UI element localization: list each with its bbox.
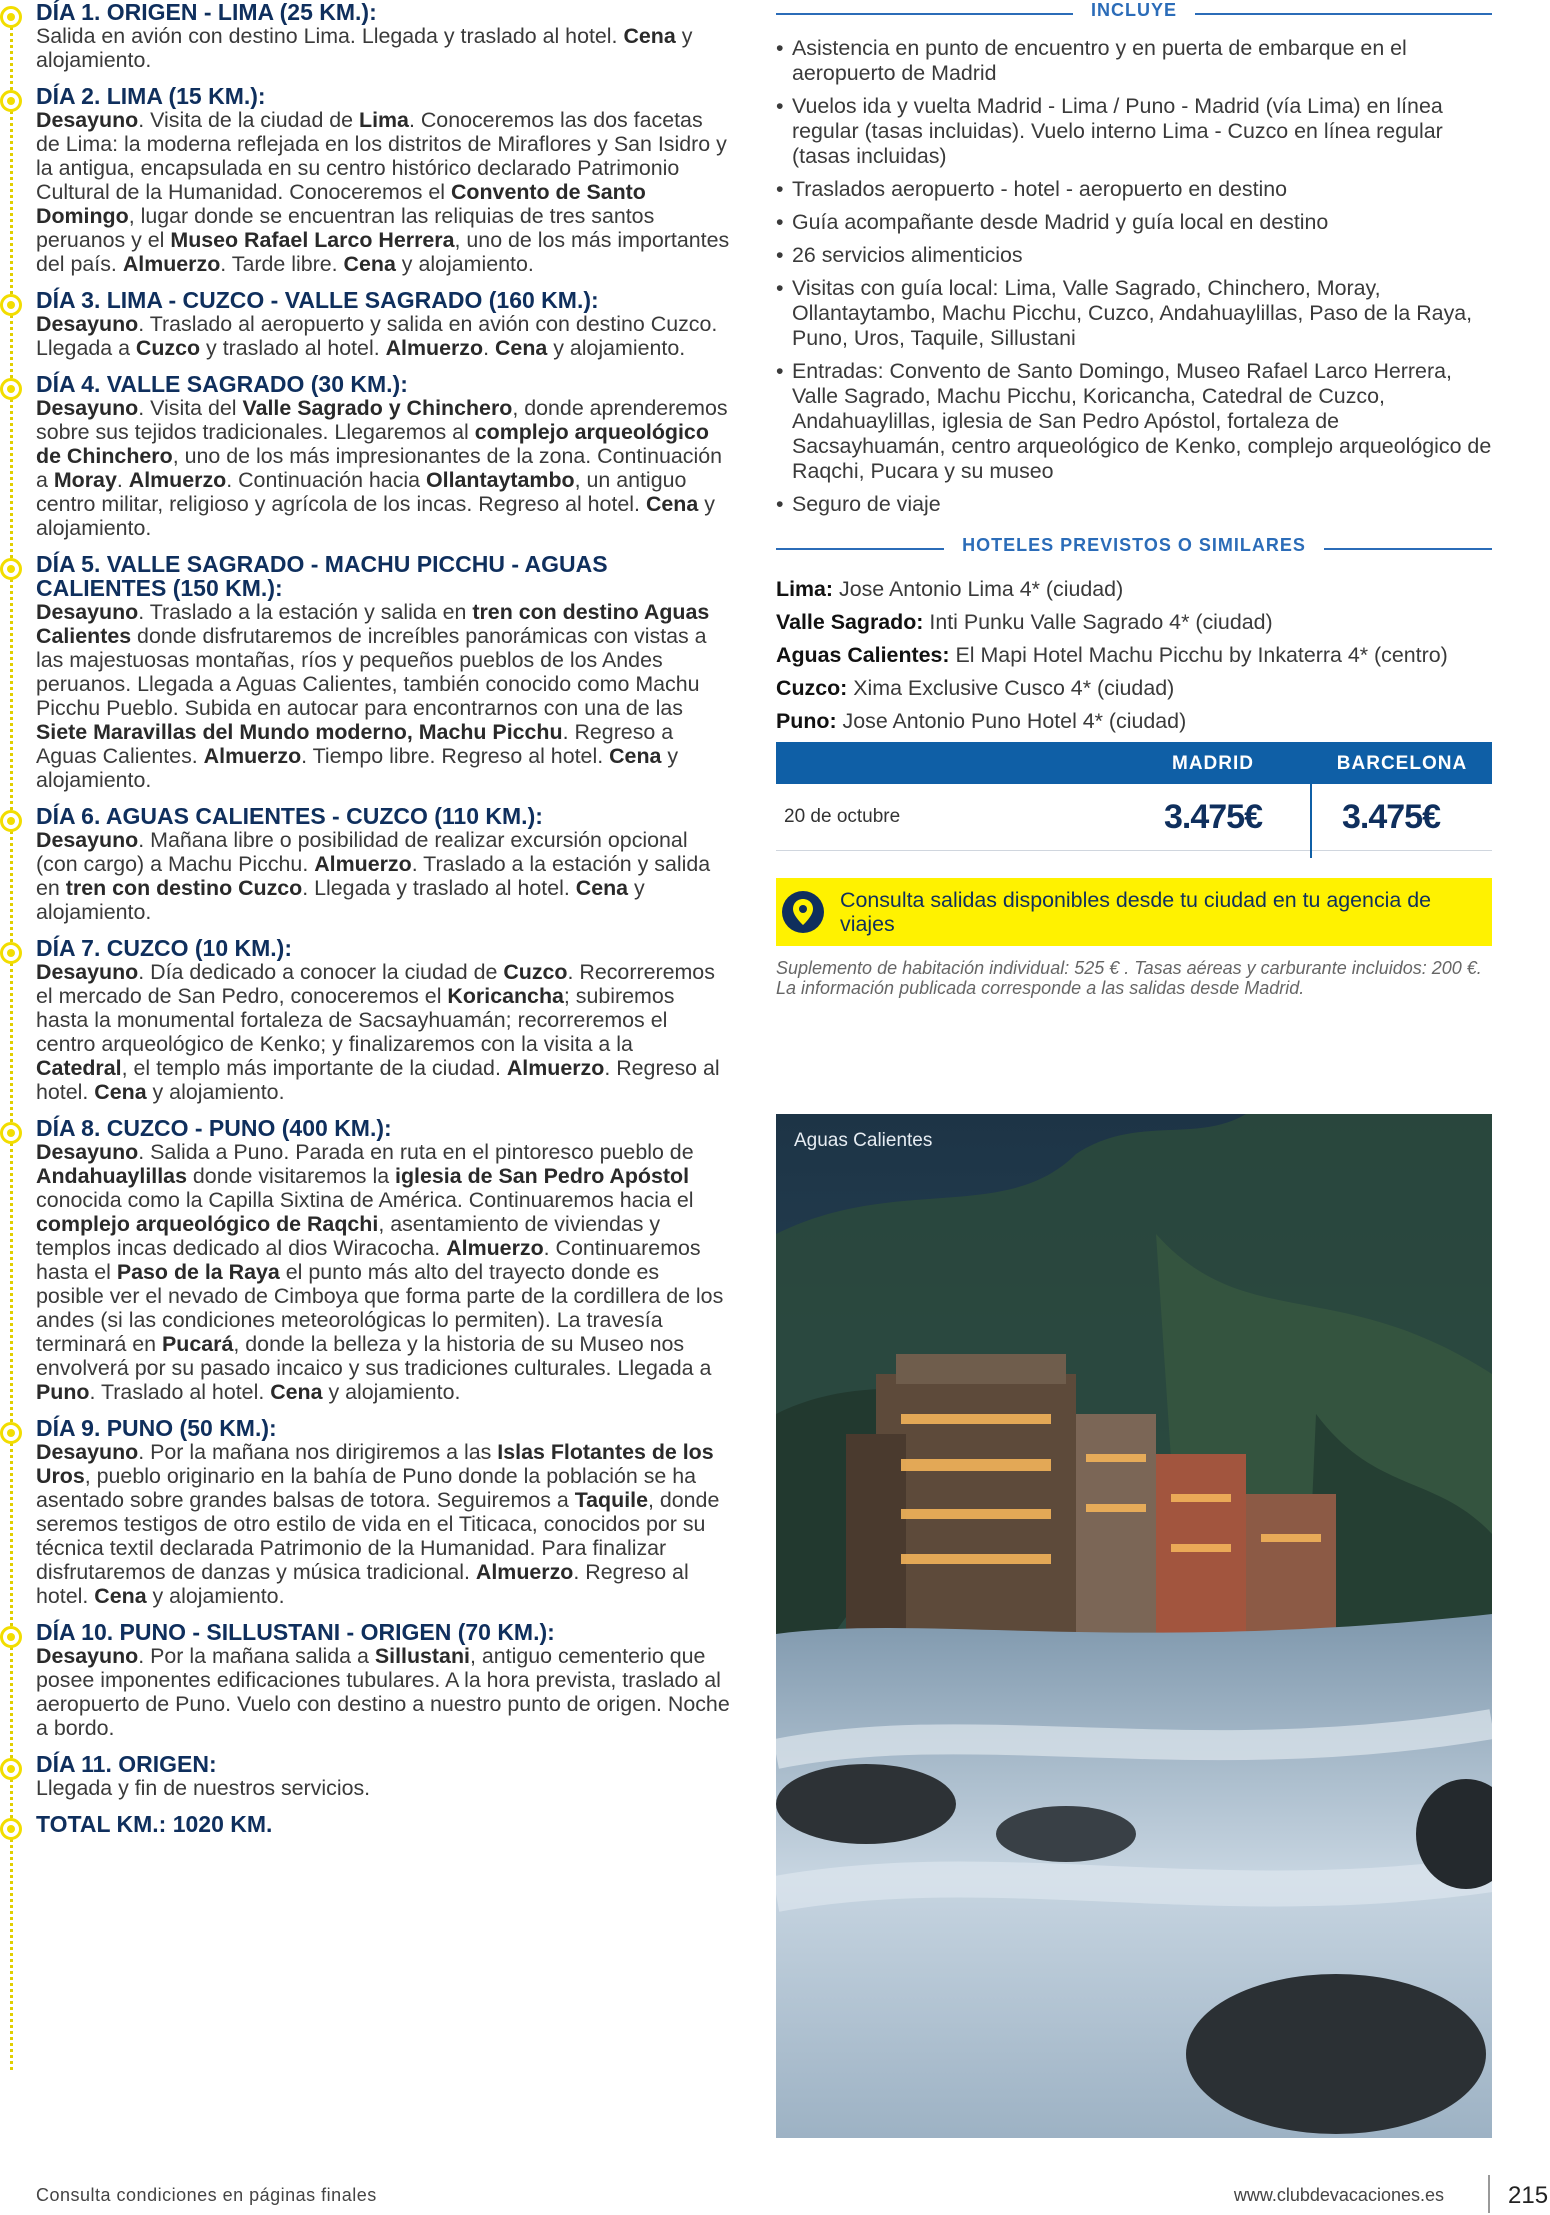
- day-title: DÍA 10. PUNO - SILLUSTANI - ORIGEN (70 KM.):: [36, 1619, 555, 1645]
- day-description: Desayuno. Traslado a la estación y salida en tren con destino Aguas Calientes donde disfrutaremos de increíbles panorámicas con vistas a las majestuosas montañas, ríos y pequeños pueblos de los Andes peruanos. Llegada a Aguas Calientes, también conocido como Machu Picchu Pueblo. Subida en autocar para encontrarnos con una de las Siete Maravillas del Mundo moderno, Machu Picchu. Regreso a Aguas Calientes. Almuerzo. Tiempo libre. Regreso al hotel. Cena y alojamiento.: [36, 600, 710, 792]
- price-divider: [1310, 784, 1312, 858]
- day-description: Salida en avión con destino Lima. Llegada y traslado al hotel. Cena y alojamiento.: [36, 24, 693, 72]
- incluye-heading-label: INCLUYE: [1073, 0, 1195, 20]
- itinerary-day: [0, 372, 730, 540]
- hotel-city: Lima:: [776, 577, 834, 601]
- day-description: Desayuno. Visita de la ciudad de Lima. Conoceremos las dos facetas de Lima: la moderna reflejada en los distritos de Miraflores y San Isidro y la antigua, encapsulada en su centro histórico declarado Patrimonio Cultural de la Humanidad. Conoceremos el Convento de Santo Domingo, lugar donde se encuentran las reliquias de tres santos peruanos y el Museo Rafael Larco Herrera, uno de los más importantes del país. Almuerzo. Tarde libre. Cena y alojamiento.: [36, 108, 730, 276]
- supplement-note: Suplemento de habitación individual: 525 € . Tasas aéreas y carburante incluidos: 200 €. La información publicada corresponde a las salidas desde Madrid.: [776, 958, 1482, 998]
- day-list: [0, 0, 730, 1836]
- day-marker-icon: [0, 1818, 22, 1840]
- price-col-barcelona: BARCELONA: [1336, 753, 1468, 774]
- hotel-name: Inti Punku Valle Sagrado 4* (ciudad): [929, 610, 1273, 634]
- right-column: [776, 0, 1492, 998]
- price-col-madrid: MADRID: [1172, 753, 1254, 774]
- day-marker-icon: [0, 1122, 22, 1144]
- hotel-entry: [776, 643, 1492, 668]
- incluye-item: • Guía acompañante desde Madrid y guía local en destino: [776, 210, 1492, 235]
- photo-caption: Aguas Calientes: [794, 1130, 933, 1151]
- itinerary-day: [0, 84, 730, 276]
- hotel-name: El Mapi Hotel Machu Picchu by Inkaterra 4* (centro): [955, 643, 1448, 667]
- incluye-item: • 26 servicios alimenticios: [776, 243, 1492, 268]
- day-title: DÍA 9. PUNO (50 KM.):: [36, 1415, 277, 1441]
- departure-date: 20 de octubre: [784, 806, 901, 827]
- hotel-name: Xima Exclusive Cusco 4* (ciudad): [853, 676, 1175, 700]
- aguas-calientes-photo: [776, 1114, 1492, 2138]
- day-title: DÍA 1. ORIGEN - LIMA (25 KM.):: [36, 0, 377, 25]
- price-madrid: 3.475€: [1164, 798, 1262, 836]
- photo-illustration: [776, 1114, 1492, 2138]
- day-description: Llegada y fin de nuestros servicios.: [36, 1776, 371, 1800]
- hotel-name: Jose Antonio Lima 4* (ciudad): [839, 577, 1124, 601]
- day-marker-icon: [0, 810, 22, 832]
- itinerary-day: [0, 1116, 730, 1404]
- hotel-city: Valle Sagrado:: [776, 610, 924, 634]
- day-description: Desayuno. Por la mañana nos dirigiremos a las Islas Flotantes de los Uros, pueblo originario en la bahía de Puno donde la población se ha asentado sobre grandes balsas de totora. Seguiremos a Taquile, donde seremos testigos de otro estilo de vida en el Titicaca, conocidos por su técnica textil declarada Patrimonio de la Humanidad. Para finalizar disfrutaremos de danzas y música tradicional. Almuerzo. Regreso al hotel. Cena y alojamiento.: [36, 1440, 720, 1608]
- page-number: 215: [1508, 2182, 1549, 2209]
- day-description: Desayuno. Traslado al aeropuerto y salida en avión con destino Cuzco. Llegada a Cuzco y traslado al hotel. Almuerzo. Cena y alojamiento.: [36, 312, 718, 360]
- incluye-list: [776, 36, 1492, 517]
- hotel-name: Jose Antonio Puno Hotel 4* (ciudad): [842, 709, 1187, 733]
- hoteles-heading: [776, 535, 1492, 563]
- incluye-item: • Traslados aeropuerto - hotel - aeropuerto en destino: [776, 177, 1492, 202]
- hotel-city: Cuzco:: [776, 676, 848, 700]
- incluye-item: • Seguro de viaje: [776, 492, 1492, 517]
- price-table: [776, 742, 1492, 850]
- day-description: Desayuno. Mañana libre o posibilidad de realizar excursión opcional (con cargo) a Machu Picchu. Almuerzo. Traslado a la estación y salida en tren con destino Cuzco. Llegada y traslado al hotel. Cena y alojamiento.: [36, 828, 711, 924]
- day-title: DÍA 8. CUZCO - PUNO (400 KM.):: [36, 1115, 392, 1141]
- footer-note: Consulta condiciones en páginas finales: [36, 2185, 377, 2205]
- day-marker-icon: [0, 1626, 22, 1648]
- itinerary: [0, 0, 730, 2120]
- footer-website[interactable]: www.clubdevacaciones.es: [1233, 2185, 1444, 2205]
- itinerary-day: [0, 1416, 730, 1608]
- incluye-item: • Asistencia en punto de encuentro y en puerta de embarque en el aeropuerto de Madrid: [776, 36, 1492, 86]
- price-row: [776, 784, 1492, 851]
- day-marker-icon: [0, 1422, 22, 1444]
- day-title: DÍA 6. AGUAS CALIENTES - CUZCO (110 KM.):: [36, 803, 543, 829]
- day-marker-icon: [0, 1758, 22, 1780]
- itinerary-day: [0, 1752, 730, 1800]
- info-box-text: Consulta salidas disponibles desde tu ciudad en tu agencia de viajes: [840, 888, 1432, 936]
- hoteles-heading-label: HOTELES PREVISTOS O SIMILARES: [944, 535, 1324, 555]
- hotel-city: Puno:: [776, 709, 837, 733]
- day-marker-icon: [0, 378, 22, 400]
- hotel-entry: [776, 709, 1492, 734]
- price-barcelona: 3.475€: [1342, 798, 1440, 836]
- location-pin-icon: [782, 891, 824, 933]
- day-marker-icon: [0, 294, 22, 316]
- itinerary-day: [0, 936, 730, 1104]
- hotel-entry: [776, 577, 1492, 602]
- day-marker-icon: [0, 90, 22, 112]
- day-title: DÍA 11. ORIGEN:: [36, 1751, 217, 1777]
- day-description: Desayuno. Visita del Valle Sagrado y Chinchero, donde aprenderemos sobre sus tejidos tradicionales. Llegaremos al complejo arqueológico de Chinchero, uno de los más impresionantes de la zona. Continuación a Moray. Almuerzo. Continuación hacia Ollantaytambo, un antiguo centro militar, religioso y agrícola de los incas. Regreso al hotel. Cena y alojamiento.: [36, 396, 728, 540]
- hotel-entry: [776, 676, 1492, 701]
- incluye-item: • Entradas: Convento de Santo Domingo, Museo Rafael Larco Herrera, Valle Sagrado, Machu Picchu, Koricancha, Catedral de Cuzco, Andahuaylillas, iglesia de San Pedro Apóstol, fortaleza de Sacsayhuamán, centro arqueológico de Kenko, complejo arqueológico de Raqchi, Pucara y su museo: [776, 359, 1492, 484]
- day-description: Desayuno. Salida a Puno. Parada en ruta en el pintoresco pueblo de Andahuaylillas donde visitaremos la iglesia de San Pedro Apóstol conocida como la Capilla Sixtina de América. Continuaremos hacia el complejo arqueológico de Raqchi, asentamiento de viviendas y templos incas dedicado al dios Wiracocha. Almuerzo. Continuaremos hasta el Paso de la Raya el punto más alto del trayecto donde es posible ver el nevado de Cimboya que forma parte de la cordillera de los andes (si las condiciones meteorológicas lo permiten). La travesía terminará en Pucará, donde la belleza y la historia de su Museo nos envolverá por su pasado incaico y sus tradiciones culturales. Llegada a Puno. Traslado al hotel. Cena y alojamiento.: [36, 1140, 724, 1404]
- hotel-city: Aguas Calientes:: [776, 643, 950, 667]
- day-title: DÍA 2. LIMA (15 KM.):: [36, 83, 266, 109]
- itinerary-day: [0, 804, 730, 924]
- hotel-entry: [776, 610, 1492, 635]
- itinerary-day: [0, 0, 730, 72]
- day-marker-icon: [0, 6, 22, 28]
- itinerary-day: [0, 552, 730, 792]
- day-marker-icon: [0, 942, 22, 964]
- incluye-item: • Vuelos ida y vuelta Madrid - Lima / Puno - Madrid (vía Lima) en línea regular (tasas incluidas). Vuelo interno Lima - Cuzco en línea regular (tasas incluidas): [776, 94, 1492, 169]
- day-marker-icon: [0, 558, 22, 580]
- day-title: DÍA 3. LIMA - CUZCO - VALLE SAGRADO (160 KM.):: [36, 287, 599, 313]
- day-description: Desayuno. Por la mañana salida a Sillustani, antiguo cementerio que posee imponentes edificaciones tubulares. A la hora prevista, traslado al aeropuerto de Puno. Vuelo con destino a nuestro punto de origen. Noche a bordo.: [36, 1644, 730, 1740]
- itinerary-day: [0, 1812, 730, 1836]
- day-description: Desayuno. Día dedicado a conocer la ciudad de Cuzco. Recorreremos el mercado de San Pedro, conoceremos el Koricancha; subiremos hasta la monumental fortaleza de Sacsayhuamán; recorreremos el centro arqueológico de Kenko; y finalizaremos con la visita a la Catedral, el templo más importante de la ciudad. Almuerzo. Regreso al hotel. Cena y alojamiento.: [36, 960, 720, 1104]
- footer-separator: [1488, 2175, 1490, 2213]
- incluye-heading: [776, 0, 1492, 28]
- itinerary-day: [0, 288, 730, 360]
- info-box: [776, 878, 1492, 946]
- day-title: DÍA 4. VALLE SAGRADO (30 KM.):: [36, 371, 408, 397]
- price-table-header: [776, 742, 1492, 784]
- day-title: DÍA 7. CUZCO (10 KM.):: [36, 935, 292, 961]
- hotel-list: [776, 577, 1492, 734]
- itinerary-day: [0, 1620, 730, 1740]
- day-title: DÍA 5. VALLE SAGRADO - MACHU PICCHU - AGUAS CALIENTES (150 KM.):: [36, 551, 608, 601]
- incluye-item: • Visitas con guía local: Lima, Valle Sagrado, Chinchero, Moray, Ollantaytambo, Machu Picchu, Cuzco, Andahuaylillas, Paso de la Raya, Puno, Uros, Taquile, Sillustani: [776, 276, 1492, 351]
- day-title: TOTAL KM.: 1020 KM.: [36, 1811, 273, 1837]
